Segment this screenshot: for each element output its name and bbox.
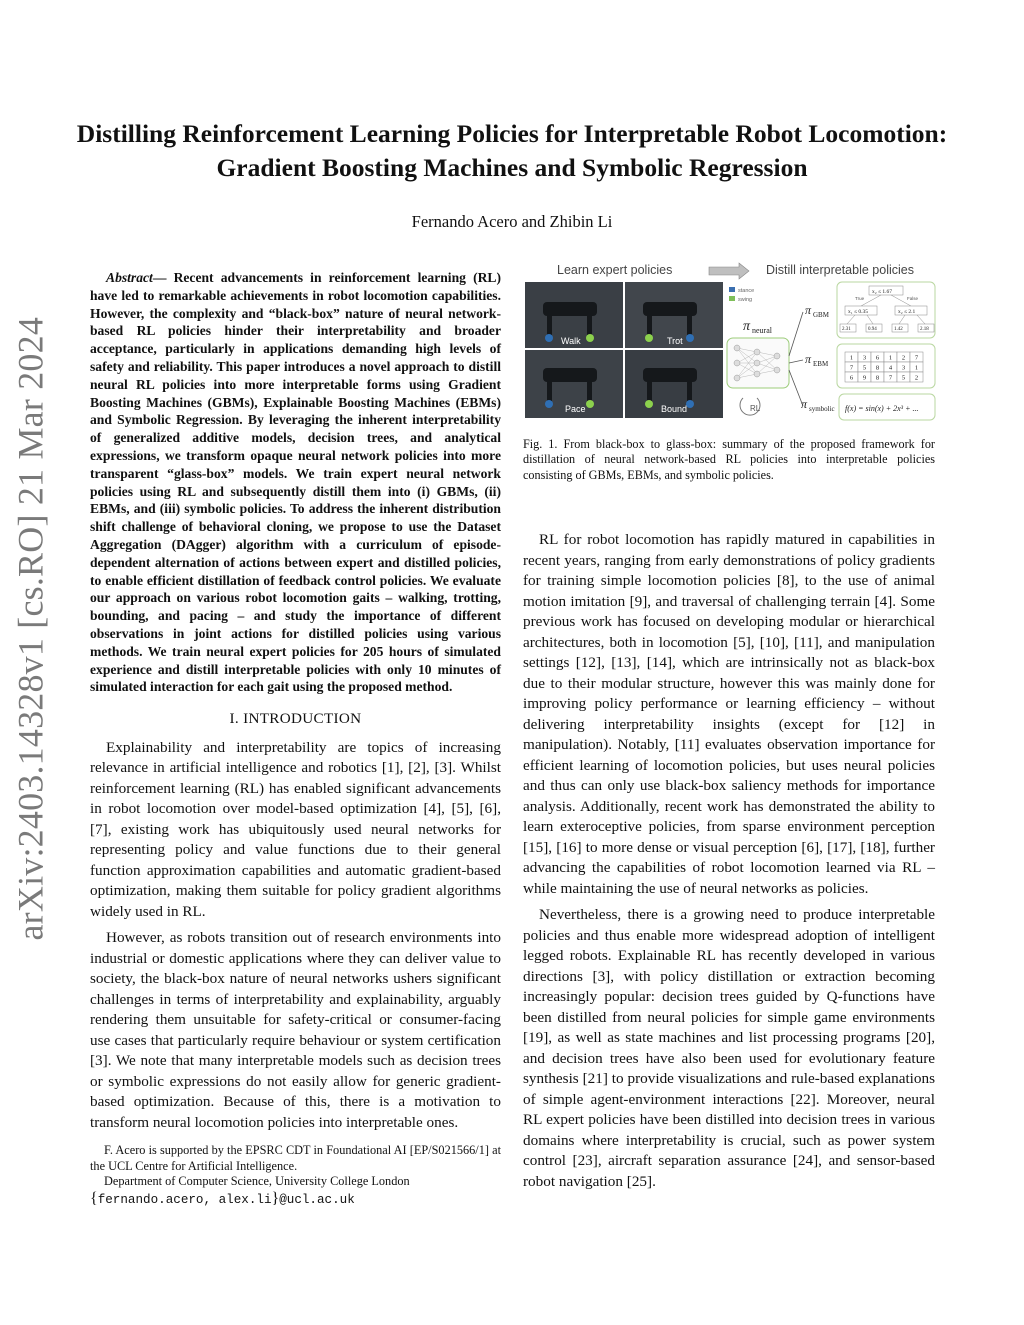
ebm-cell-value: 2 xyxy=(914,374,919,382)
figure-caption-number: Fig. 1. xyxy=(523,437,558,451)
abstract-lead: Abstract xyxy=(106,270,153,285)
arxiv-identifier: arXiv:2403.14328v1 [cs.RO] 21 Mar 2024 xyxy=(10,316,51,941)
ebm-cell-value: 5 xyxy=(901,374,906,382)
ebm-cell-value: 1 xyxy=(914,364,919,372)
arrow-to-gbm xyxy=(789,312,803,356)
right-column xyxy=(523,530,935,1198)
tree-leaf-3-text: 1.42 xyxy=(894,327,903,332)
intro-paragraph-1: Explainability and interpretability are topics of increasing relevance in artificial intelligence and robotics [1], [2], [3]. Whilst reinforcement learning (RL) has enabled significant advancements in robot locomotion over model-based optimization [4], [5], [6], [7], existing work has ubiquitously used neural networks for representing policy and value functions due to their general function approximation capabilities and automatic gradient-based optimization, making them suitable for policy gradient algorithms widely used in RL. xyxy=(90,738,501,920)
ebm-cell-value: 1 xyxy=(888,354,893,362)
legend-stance-swatch xyxy=(729,287,735,292)
pi-ebm-symbol: π xyxy=(805,352,812,366)
tree-root-text: x₂ ≤ 1.67 xyxy=(872,289,893,295)
abstract-separator: — xyxy=(152,270,174,285)
legend-stance-label: stance xyxy=(738,288,755,294)
paper-title: Distilling Reinforcement Learning Policies for Interpretable Robot Locomotion: Gradient Boosting Machines and Symbolic Regression xyxy=(76,119,948,182)
section-heading-introduction: I. INTRODUCTION xyxy=(229,710,362,728)
tree-right-text: x₂ ≤ 2.1 xyxy=(898,309,916,315)
ebm-grid xyxy=(845,352,923,382)
ebm-cell-value: 1 xyxy=(849,354,854,362)
tree-leaf-2-text: 0.94 xyxy=(868,327,877,332)
symbolic-formula: f(x) = sin(x) + 2x³ + ... xyxy=(845,404,919,413)
intro-paragraph-2: However, as robots transition out of research environments into industrial or domestic applications where they can deliver value to society, the black-box nature of neural networks ushers significant challenges in terms of interpretability and explainability, arguably rendering them unsuitable for safety-critical or consumer-facing use cases that particularly require behaviour or system certification [3]. We note that many interpretable models such as decision trees or symbolic expressions do not easily allow for generic gradient-based optimization. Because of this, there is a motivation to transform neural locomotion policies into interpretable ones. xyxy=(90,929,501,1131)
abstract-text: Recent advancements in reinforcement learning (RL) have led to remarkable achievements in robot locomotion capabilities. However, the complexity and “black-box” nature of neural network-based RL policies hinder their interpretability and broader acceptance, particularly in applications demanding high levels of safety and reliability. This paper introduces a novel approach to distill neural RL policies into more interpretable forms using Gradient Boosting Machines (GBMs), Explainable Boosting Machines (EBMs) and Symbolic Regression. By leveraging the inherent interpretability of generalized additive models, decision trees, and analytical expressions, we transform opaque neural network policies into more transparent “glass-box” models. We train expert neural network policies using RL and subsequently distill them into (i) GBMs, (ii) EBMs, and (iii) symbolic policies. To address the inherent distribution shift challenge of behavioral cloning, we propose to use the Dataset Aggregation (DAgger) algorithm with a curriculum of episode-dependent alternation of actions between expert and distilled policies, to enable efficient distillation of feedback control policies. We evaluate our approach on various robot locomotion gaits – walking, trotting, bounding, and pacing – and study the importance of different observations in joint actions for distilled policies using various methods. We train neural expert policies for 205 hours of simulated experience and distill interpretable policies with only 10 minutes of simulated interaction for each gait using the proposed method. xyxy=(90,270,502,695)
fig-header-learn: Learn expert policies xyxy=(557,263,673,277)
ebm-cell-value: 7 xyxy=(849,364,854,372)
rl-label: RL xyxy=(750,404,761,413)
legend-swing-swatch xyxy=(729,296,735,301)
pi-neural-symbol: π xyxy=(743,319,751,334)
pi-ebm-sub: EBM xyxy=(813,360,829,368)
abstract xyxy=(90,269,501,696)
email-domain: @ucl.ac.uk xyxy=(279,1193,355,1208)
ebm-cell-value: 6 xyxy=(849,374,854,382)
legend xyxy=(729,287,754,303)
legend-swing-label: swing xyxy=(738,297,753,303)
ebm-cell-value: 3 xyxy=(862,354,867,362)
ebm-cell-value: 9 xyxy=(862,374,867,382)
arrow-right-icon xyxy=(709,263,749,279)
tree-false-label: False xyxy=(907,296,919,301)
ebm-cell-value: 4 xyxy=(888,364,893,372)
email-names: fernando.acero, alex.li xyxy=(97,1193,272,1208)
ebm-cell-value: 5 xyxy=(862,364,867,372)
ebm-cell-value: 8 xyxy=(875,364,880,372)
ebm-cell-value: 8 xyxy=(875,374,880,382)
ebm-cell-value: 6 xyxy=(875,354,880,362)
footnote-affiliation: Department of Computer Science, University College London xyxy=(104,1173,410,1188)
gait-label-pace: Pace xyxy=(565,404,586,414)
tree-leaf-4-text: 2.18 xyxy=(920,327,929,332)
pi-gbm-sub: GBM xyxy=(813,311,829,319)
arrow-to-ebm xyxy=(789,360,803,363)
gait-label-trot: Trot xyxy=(667,336,683,346)
ebm-panel xyxy=(805,344,935,388)
gait-label-bound: Bound xyxy=(661,404,688,414)
paper-authors: Fernando Acero and Zhibin Li xyxy=(411,212,613,231)
ebm-cell-value: 7 xyxy=(914,354,919,362)
figure-1 xyxy=(521,260,937,428)
neural-policy xyxy=(727,312,803,415)
tree-left-text: x₁ ≤ 0.35 xyxy=(848,309,869,315)
symbolic-panel xyxy=(801,394,935,420)
intro-paragraph-4: Nevertheless, there is a growing need to produce interpretable policies and thus enable more widespread adoption of intelligent legged robots. Explainable RL has recently developed in various directions [3], with policy distillation or extraction becoming increasingly popular: decision trees guided by Q-functions have been distilled from neural policies for simple game environments [19], as well as state machines and list processing programs [20], and decision trees have also been used for evolutionary feature synthesis [21] to provide visualizations and rule-based explanations of simple agent-environment interactions [22]. Moreover, neural RL expert policies have been distilled into decision trees in various domains where interpretability is crucial, such as power system control [23], aircraft separation assurance [24], and sensor-based robot navigation [25]. xyxy=(523,906,935,1190)
ebm-cell-value: 7 xyxy=(888,374,893,382)
pi-symbolic-sub: symbolic xyxy=(809,405,835,413)
ebm-cell-value: 2 xyxy=(901,354,906,362)
figure-caption xyxy=(523,437,935,483)
intro-paragraph-3: RL for robot locomotion has rapidly matured in capabilities in recent years, ranging from early demonstrations of policy gradients for training simple locomotion policies [8], to the use of animal motion imitation [9], and traversal of challenging terrain [4]. Some previous work has focused on developing modular or hierarchical architectures, both in locomotion [5], [10], [11], and manipulation settings [12], [13], [14], which are intrinsically not as black-box due to their modular structure, however this was mainly done for improving policy performance or learning efficiency – without delivering interpretability insights (except for [12] in manipulation). Notably, [11] evaluates observation importance for efficient learning of locomotion policies, but uses neural policies and thus can only use black-box saliency methods for importance analysis. Additionally, recent work has demonstrated the ability to learn exteroceptive policies, from sparse environment perception [15], [16] to more dense or visual perception [6], [17], [18], further advancing the capabilities of robot locomotion learned via RL – while maintaining the use of neural networks as policies. xyxy=(523,531,935,897)
footnote-email: {fernando.acero, alex.li}@ucl.ac.uk xyxy=(90,1190,355,1208)
ebm-cell-value: 3 xyxy=(901,364,906,372)
footnote-funding: F. Acero is supported by the EPSRC CDT in Foundational AI [EP/S021566/1] at the UCL Centre for Artificial Intelligence. xyxy=(90,1143,501,1173)
pi-symbolic-symbol: π xyxy=(801,397,808,411)
tree-true-label: True xyxy=(855,296,865,301)
gait-label-walk: Walk xyxy=(561,336,581,346)
pi-neural-sub: neural xyxy=(752,326,772,335)
figure-caption-text: From black-box to glass-box: summary of the proposed framework for distillation of neural network-based RL policies into interpretable policies consisting of GBMs, EBMs, and symbolic policies. xyxy=(523,437,935,482)
fig-header-distill: Distill interpretable policies xyxy=(766,263,914,277)
footnotes xyxy=(90,1143,501,1211)
gbm-panel xyxy=(805,282,935,338)
pi-gbm-symbol: π xyxy=(805,303,812,317)
left-column xyxy=(90,269,501,1211)
gait-panels xyxy=(525,282,723,418)
tree-leaf-1-text: 2.31 xyxy=(842,327,851,332)
